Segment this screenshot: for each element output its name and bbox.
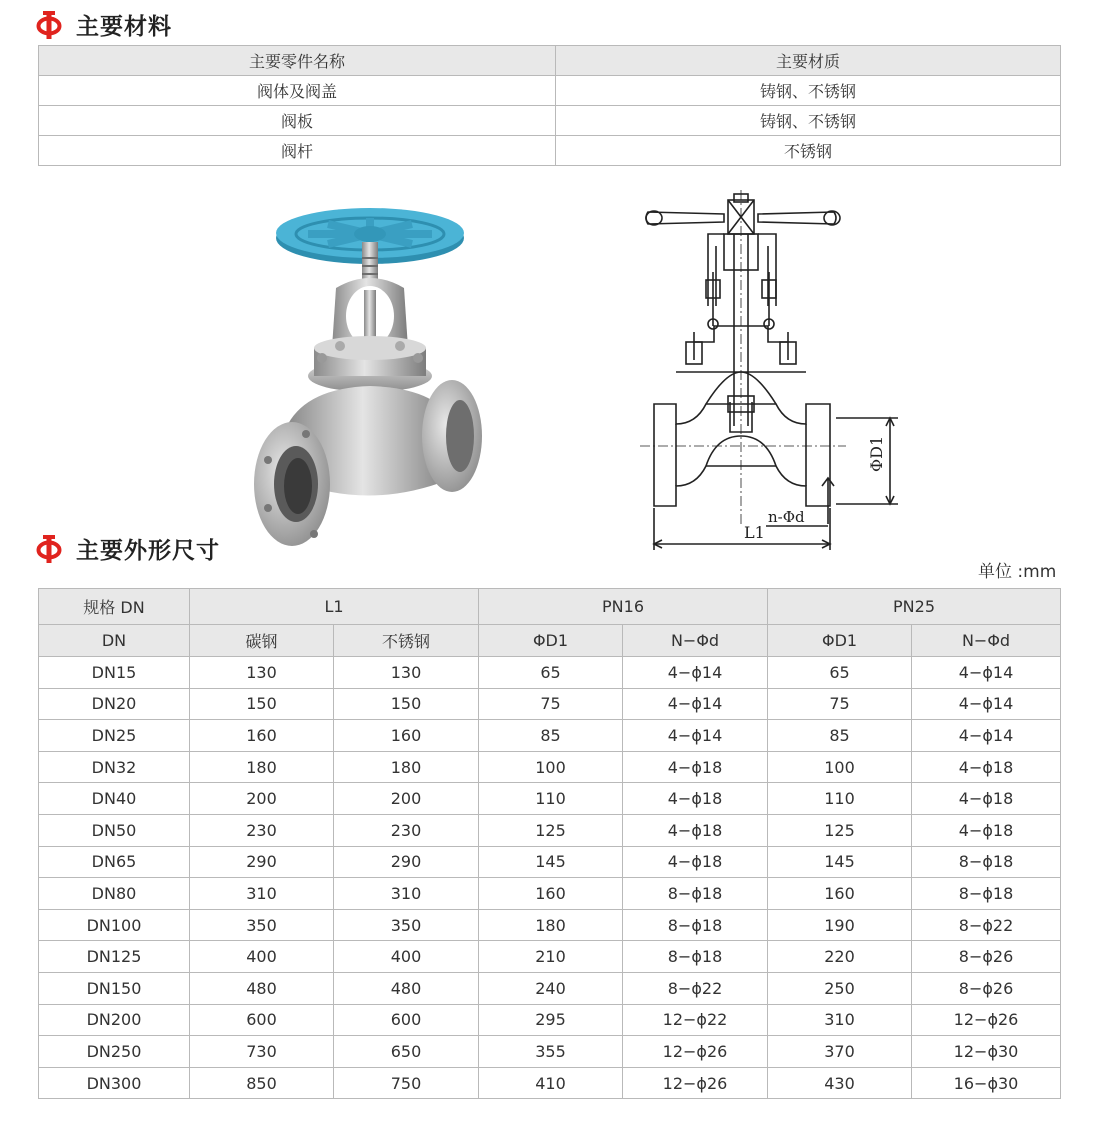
table-cell: 600 <box>190 1004 334 1036</box>
table-cell: 480 <box>334 972 479 1004</box>
part-name-cell: 阀体及阀盖 <box>39 76 556 106</box>
table-cell: 85 <box>479 720 623 752</box>
table-row <box>39 1036 1061 1068</box>
table-cell: 145 <box>768 846 912 878</box>
table-cell: DN125 <box>39 941 190 973</box>
table-cell: 100 <box>768 751 912 783</box>
table-cell: 12−ϕ26 <box>623 1067 768 1099</box>
unit-label: 单位 :mm <box>978 562 1057 582</box>
table-cell: 110 <box>768 783 912 815</box>
table-cell: 180 <box>190 751 334 783</box>
table-cell: 8−ϕ26 <box>912 972 1061 1004</box>
materials-table <box>38 45 1061 166</box>
table-cell: 110 <box>479 783 623 815</box>
table-cell: 150 <box>334 688 479 720</box>
table-cell: 16−ϕ30 <box>912 1067 1061 1099</box>
table-cell: 160 <box>479 878 623 910</box>
table-cell: 150 <box>190 688 334 720</box>
table-row <box>39 688 1061 720</box>
table-cell: 190 <box>768 909 912 941</box>
table-cell: 8−ϕ18 <box>912 878 1061 910</box>
table-row <box>39 106 1061 136</box>
table-row <box>39 136 1061 166</box>
table-cell: 750 <box>334 1067 479 1099</box>
table-cell: 8−ϕ18 <box>912 846 1061 878</box>
table-cell: DN80 <box>39 878 190 910</box>
table-cell: 480 <box>190 972 334 1004</box>
table-cell: DN65 <box>39 846 190 878</box>
table-cell: 200 <box>190 783 334 815</box>
table-cell: 4−ϕ14 <box>623 657 768 689</box>
table-subheader-row <box>39 625 1061 657</box>
table-cell: 410 <box>479 1067 623 1099</box>
table-cell: 12−ϕ26 <box>912 1004 1061 1036</box>
table-cell: 75 <box>768 688 912 720</box>
drawing-label-d1: ΦD1 <box>867 435 886 472</box>
table-cell: 4−ϕ14 <box>912 688 1061 720</box>
table-cell: 4−ϕ14 <box>623 720 768 752</box>
table-cell: 125 <box>479 814 623 846</box>
table-cell: 130 <box>190 657 334 689</box>
table-cell: 180 <box>479 909 623 941</box>
header-cell: PN16 <box>479 589 768 625</box>
table-cell: 8−ϕ18 <box>623 878 768 910</box>
table-row <box>39 76 1061 106</box>
table-cell: 75 <box>479 688 623 720</box>
header-cell: 主要材质 <box>556 46 1061 76</box>
table-cell: 4−ϕ18 <box>623 783 768 815</box>
table-cell: 310 <box>190 878 334 910</box>
drawing-label-nd: n-Φd <box>768 508 805 526</box>
table-header-row <box>39 589 1061 625</box>
header-cell: 主要零件名称 <box>39 46 556 76</box>
drawing-label-l1: L1 <box>744 523 765 542</box>
table-cell: 290 <box>190 846 334 878</box>
table-cell: 4−ϕ18 <box>623 751 768 783</box>
material-cell: 不锈钢 <box>556 136 1061 166</box>
section-title-materials <box>36 8 172 41</box>
table-row <box>39 909 1061 941</box>
table-row <box>39 814 1061 846</box>
table-cell: 130 <box>334 657 479 689</box>
table-cell: 230 <box>190 814 334 846</box>
table-cell: 8−ϕ22 <box>623 972 768 1004</box>
table-cell: DN40 <box>39 783 190 815</box>
table-cell: 400 <box>190 941 334 973</box>
table-cell: 4−ϕ14 <box>912 657 1061 689</box>
table-cell: 230 <box>334 814 479 846</box>
valve-technical-drawing <box>636 186 922 558</box>
table-cell: 65 <box>479 657 623 689</box>
part-name-cell: 阀板 <box>39 106 556 136</box>
material-cell: 铸钢、不锈钢 <box>556 106 1061 136</box>
table-cell: 295 <box>479 1004 623 1036</box>
table-cell: 350 <box>334 909 479 941</box>
brand-logo-icon <box>36 10 62 40</box>
table-row <box>39 1067 1061 1099</box>
table-cell: 220 <box>768 941 912 973</box>
table-row <box>39 846 1061 878</box>
table-cell: 200 <box>334 783 479 815</box>
table-cell: 310 <box>334 878 479 910</box>
table-cell: 12−ϕ30 <box>912 1036 1061 1068</box>
table-row <box>39 783 1061 815</box>
table-cell: 290 <box>334 846 479 878</box>
header-cell: L1 <box>190 589 479 625</box>
table-cell: 160 <box>768 878 912 910</box>
table-row <box>39 878 1061 910</box>
table-cell: DN32 <box>39 751 190 783</box>
table-cell: DN250 <box>39 1036 190 1068</box>
table-cell: DN50 <box>39 814 190 846</box>
table-cell: 8−ϕ18 <box>623 941 768 973</box>
table-cell: 8−ϕ26 <box>912 941 1061 973</box>
table-cell: 180 <box>334 751 479 783</box>
table-cell: 400 <box>334 941 479 973</box>
table-row <box>39 720 1061 752</box>
subheader-cell: DN <box>39 625 190 657</box>
table-cell: 100 <box>479 751 623 783</box>
table-cell: DN200 <box>39 1004 190 1036</box>
table-cell: 4−ϕ14 <box>623 688 768 720</box>
table-cell: DN150 <box>39 972 190 1004</box>
table-cell: 600 <box>334 1004 479 1036</box>
table-cell: 160 <box>190 720 334 752</box>
table-row <box>39 972 1061 1004</box>
subheader-cell: ΦD1 <box>768 625 912 657</box>
table-cell: 355 <box>479 1036 623 1068</box>
table-cell: 4−ϕ18 <box>912 783 1061 815</box>
table-row <box>39 941 1061 973</box>
section-title-text: 主要外形尺寸 <box>76 538 220 564</box>
table-cell: 12−ϕ26 <box>623 1036 768 1068</box>
subheader-cell: 碳钢 <box>190 625 334 657</box>
subheader-cell: ΦD1 <box>479 625 623 657</box>
section-title-text: 主要材料 <box>76 14 172 40</box>
table-cell: 4−ϕ14 <box>912 720 1061 752</box>
table-cell: 370 <box>768 1036 912 1068</box>
table-row <box>39 1004 1061 1036</box>
table-cell: DN15 <box>39 657 190 689</box>
dimensions-table-body <box>39 657 1061 1099</box>
header-cell: 规格 DN <box>39 589 190 625</box>
table-cell: 4−ϕ18 <box>623 814 768 846</box>
table-cell: DN300 <box>39 1067 190 1099</box>
table-cell: 4−ϕ18 <box>912 751 1061 783</box>
part-name-cell: 阀杆 <box>39 136 556 166</box>
material-cell: 铸钢、不锈钢 <box>556 76 1061 106</box>
table-cell: 650 <box>334 1036 479 1068</box>
dimensions-table <box>38 588 1061 1099</box>
table-cell: 65 <box>768 657 912 689</box>
table-cell: 8−ϕ18 <box>623 909 768 941</box>
table-cell: 730 <box>190 1036 334 1068</box>
brand-logo-icon <box>36 534 62 564</box>
table-cell: 850 <box>190 1067 334 1099</box>
table-cell: DN25 <box>39 720 190 752</box>
header-cell: PN25 <box>768 589 1061 625</box>
section-title-dimensions <box>36 532 220 565</box>
table-cell: 4−ϕ18 <box>912 814 1061 846</box>
subheader-cell: N−Φd <box>623 625 768 657</box>
table-cell: 145 <box>479 846 623 878</box>
table-cell: 310 <box>768 1004 912 1036</box>
table-cell: 4−ϕ18 <box>623 846 768 878</box>
table-cell: DN20 <box>39 688 190 720</box>
table-cell: 250 <box>768 972 912 1004</box>
table-cell: 350 <box>190 909 334 941</box>
table-cell: 85 <box>768 720 912 752</box>
subheader-cell: 不锈钢 <box>334 625 479 657</box>
table-header-row <box>39 46 1061 76</box>
table-cell: 210 <box>479 941 623 973</box>
table-cell: 240 <box>479 972 623 1004</box>
table-cell: DN100 <box>39 909 190 941</box>
table-row <box>39 751 1061 783</box>
table-cell: 430 <box>768 1067 912 1099</box>
table-cell: 160 <box>334 720 479 752</box>
table-cell: 8−ϕ22 <box>912 909 1061 941</box>
table-cell: 12−ϕ22 <box>623 1004 768 1036</box>
valve-product-image <box>248 198 488 552</box>
table-row <box>39 657 1061 689</box>
table-cell: 125 <box>768 814 912 846</box>
subheader-cell: N−Φd <box>912 625 1061 657</box>
